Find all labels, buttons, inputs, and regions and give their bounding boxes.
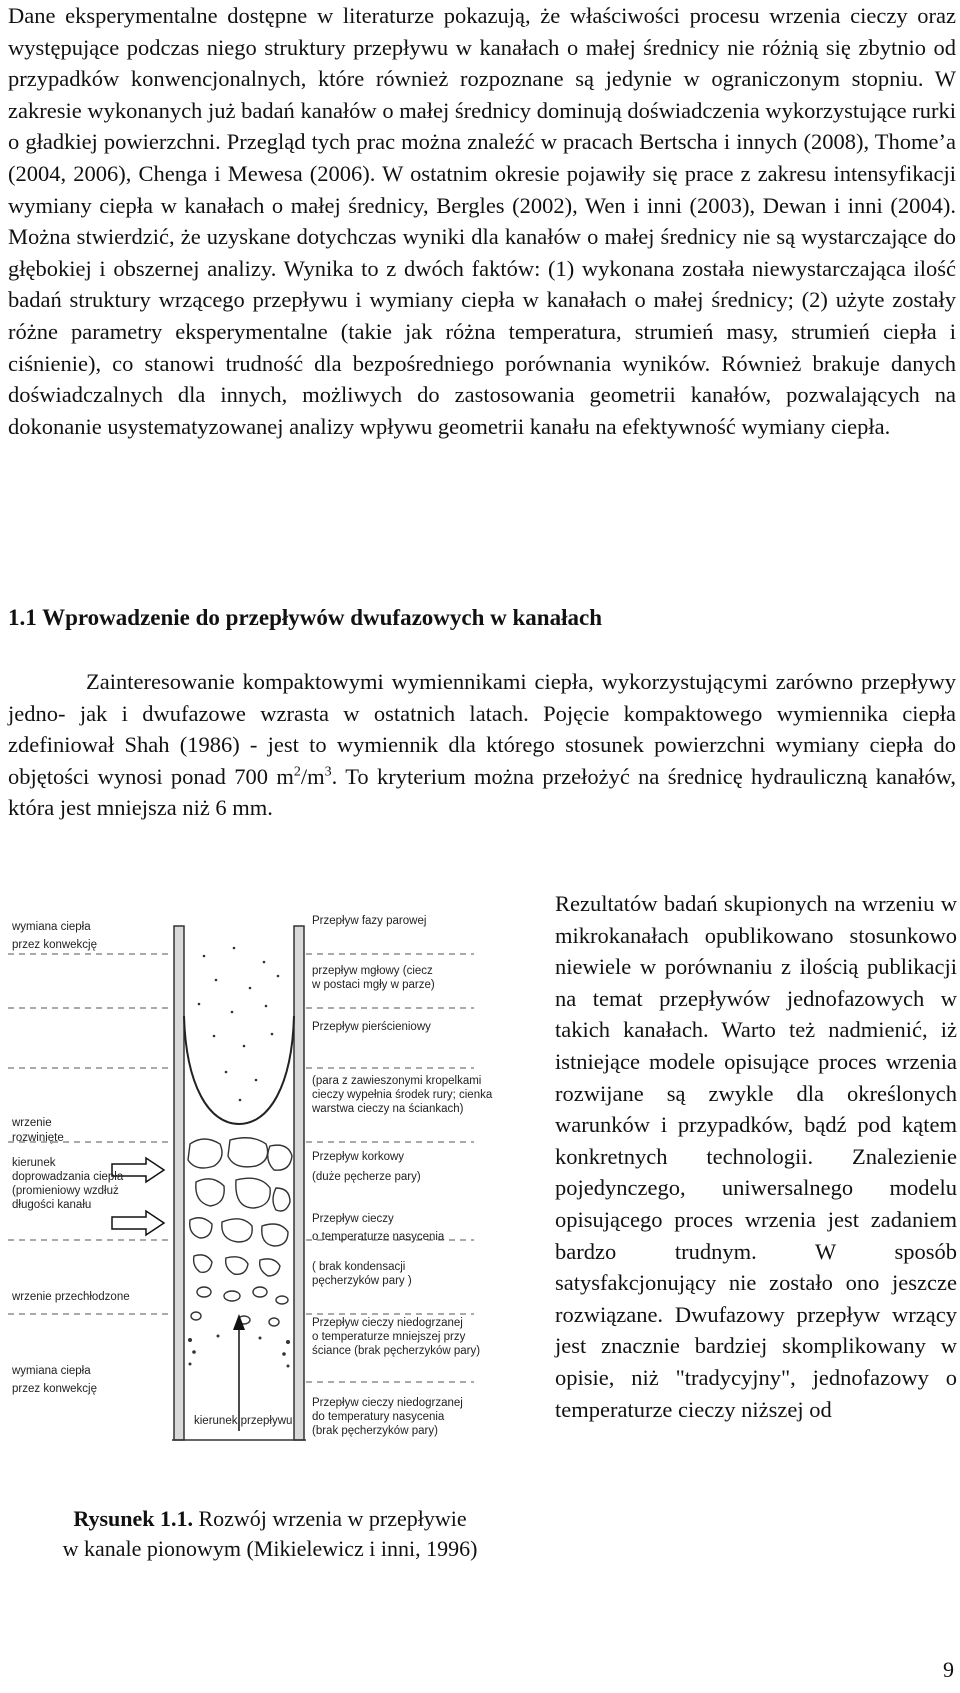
label-convection-top-2: przez konwekcję: [12, 939, 98, 951]
annular-liquid-film: [184, 1016, 294, 1124]
label-liquid-1: Przepływ cieczy: [312, 1213, 394, 1225]
label-liquid-4: pęcherzyków pary ): [312, 1275, 412, 1287]
paragraph-2-tail: . To kryterium można przełożyć na średnicę hydrauliczną kanałów, która jest mniejsza niż 6 mm.: [8, 763, 956, 821]
boiling-flow-figure: [4, 896, 544, 1456]
label-undercooled-2: do temperatury nasycenia: [312, 1411, 445, 1423]
label-annular: Przepływ pierścieniowy: [312, 1021, 431, 1033]
label-subcooled-flow-3: ściance (brak pęcherzyków pary): [312, 1345, 481, 1357]
label-annular-note-1: (para z zawieszonymi kropelkami: [312, 1075, 482, 1087]
label-subcooled-flow-2: o temperaturze mniejszej przy: [312, 1331, 466, 1343]
side-paragraph: Rezultatów badań skupionych na wrzeniu w mikrokanałach opublikowano stosunkowo niewiele w porównaniu z ilością publikacji na temat przepływów jednofazowych w takich kanałach. Warto też nadmienić, iż istniejące modele opisujące proces wrzenia rozwijane są zwykle dla określonych warunków i przypadków, bądź pod kątem konkretnych technologii. Znalezienie pojedynczego, uniwersalnego modelu opisującego proces wrzenia jest zadaniem bardzo trudnym. W sposób satysfakcjonujący nie zostało ono jeszcze rozwiązane. Dwufazowy przepływ wrzący jest znacznie bardziej skomplikowany w opisie, niż "tradycyjny", jednofazowy o temperaturze cieczy niższej od: [555, 891, 957, 1422]
label-convection-top-1: wymiana ciepła: [12, 921, 91, 933]
label-direction-2: doprowadzania ciepła: [12, 1171, 124, 1183]
label-developed-1: wrzenie: [12, 1117, 52, 1129]
label-subcooled-boiling: wrzenie przechłodzone: [12, 1291, 130, 1303]
label-mist-2: w postaci mgły w parze): [312, 979, 435, 991]
label-developed-2: rozwinięte: [12, 1132, 64, 1144]
label-direction-3: (promieniowy wzdłuż: [12, 1185, 119, 1197]
section-heading: 1.1 Wprowadzenie do przepływów dwufazowych w kanałach: [8, 605, 602, 630]
label-liquid-3: ( brak kondensacji: [312, 1261, 406, 1273]
label-direction-4: długości kanału: [12, 1199, 92, 1211]
label-undercooled-1: Przepływ cieczy niedogrzanej: [312, 1397, 463, 1409]
label-annular-note-3: warstwa cieczy na ściankach): [312, 1103, 464, 1115]
label-annular-note-2: cieczy wypełnia środek rury; cienka: [312, 1089, 493, 1101]
body-paragraph-1: Dane eksperymentalne dostępne w literaturze pokazują, że właściwości procesu wrzenia cieczy oraz występujące podczas niego struktury przepływu w kanałach o małej średnicy nie różnią się zbytnio od przypadków konwencjonalnych, które również rozpoznane są jedynie w ograniczonym stopniu. W zakresie wykonanych już badań kanałów o małej średnicy dominują doświadczenia wykorzystujące rurki o gładkiej powierzchni. Przegląd tych prac można znaleźć w pracach Bertscha i innych (2008), Thome’a (2004, 2006), Chenga i Mewesa (2006). W ostatnim okresie pojawiły się prace z zakresu intensyfikacji wymiany ciepła w kanałach o małej średnicy, Bergles (2002), Wen i inni (2003), Dewan i inni (2004). Można stwierdzić, że uzyskane dotychczas wyniki dla kanałów o małej średnicy nie są wystarczające do głębokiej i obszernej analizy. Wynika to z dwóch faktów: (1) wykonana została niewystarczająca ilość badań struktury wrzącego przepływu i wymiany ciepła w kanałach o małej średnicy; (2) użyte zostały różne parametry eksperymentalne (takie jak różna temperatura, strumień masy, strumień ciepła i ciśnienie), co stanowi trudność dla bezpośredniego porównania wyników. Również brakuje danych doświadczalnych dla innych, możliwych do zastosowania geometrii kanałów, pozwalających na dokonanie usystematyzowanej analizy wpływu geometrii kanału na efektywność wymiany ciepła.: [8, 3, 956, 439]
slug-bubbles: [188, 1138, 292, 1326]
flow-direction-arrow: [233, 1314, 245, 1431]
paragraph-2-unit: /m: [300, 763, 325, 789]
caption-text-2: w kanale pionowym (Mikielewicz i inni, 1996): [62, 1536, 478, 1561]
superscript-3: 3: [324, 764, 332, 780]
heat-input-arrows: [112, 1158, 164, 1235]
label-mist-1: przepływ mgłowy (ciecz: [312, 965, 433, 977]
label-vapor-flow: Przepływ fazy parowej: [312, 915, 427, 927]
label-flow-direction: kierunek przepływu: [194, 1415, 293, 1427]
figure-diagram: [4, 896, 544, 1456]
label-direction-1: kierunek: [12, 1157, 56, 1169]
mist-droplets: [198, 947, 280, 1102]
label-convection-bottom-1: wymiana ciepła: [12, 1365, 91, 1377]
label-slug-2: (duże pęcherze pary): [312, 1171, 421, 1183]
page-number: 9: [943, 1657, 954, 1682]
label-liquid-2: o temperaturze nasycenia: [312, 1231, 445, 1243]
label-convection-bottom-2: przez konwekcję: [12, 1383, 98, 1395]
figure-caption: [10, 1504, 530, 1564]
label-undercooled-3: (brak pęcherzyków pary): [312, 1425, 438, 1437]
body-paragraph-2: [8, 666, 956, 824]
label-slug-1: Przepływ korkowy: [312, 1151, 405, 1163]
caption-text-1: Rozwój wrzenia w przepływie: [192, 1506, 467, 1531]
superscript-2: 2: [293, 764, 301, 780]
label-subcooled-flow-1: Przepływ cieczy niedogrzanej: [312, 1317, 463, 1329]
paragraph-2-text: Zainteresowanie kompaktowymi wymiennikami ciepła, wykorzystującymi zarówno przepływy jedno- jak i dwufazowe wzrasta w ostatnich latach. Pojęcie kompaktowego wymiennika ciepła zdefiniował Shah (1986) - jest to wymiennik dla którego stosunek powierzchni wymiany ciepła do objętości wynosi ponad 700 m: [8, 669, 956, 789]
caption-label: Rysunek 1.1.: [73, 1506, 193, 1531]
